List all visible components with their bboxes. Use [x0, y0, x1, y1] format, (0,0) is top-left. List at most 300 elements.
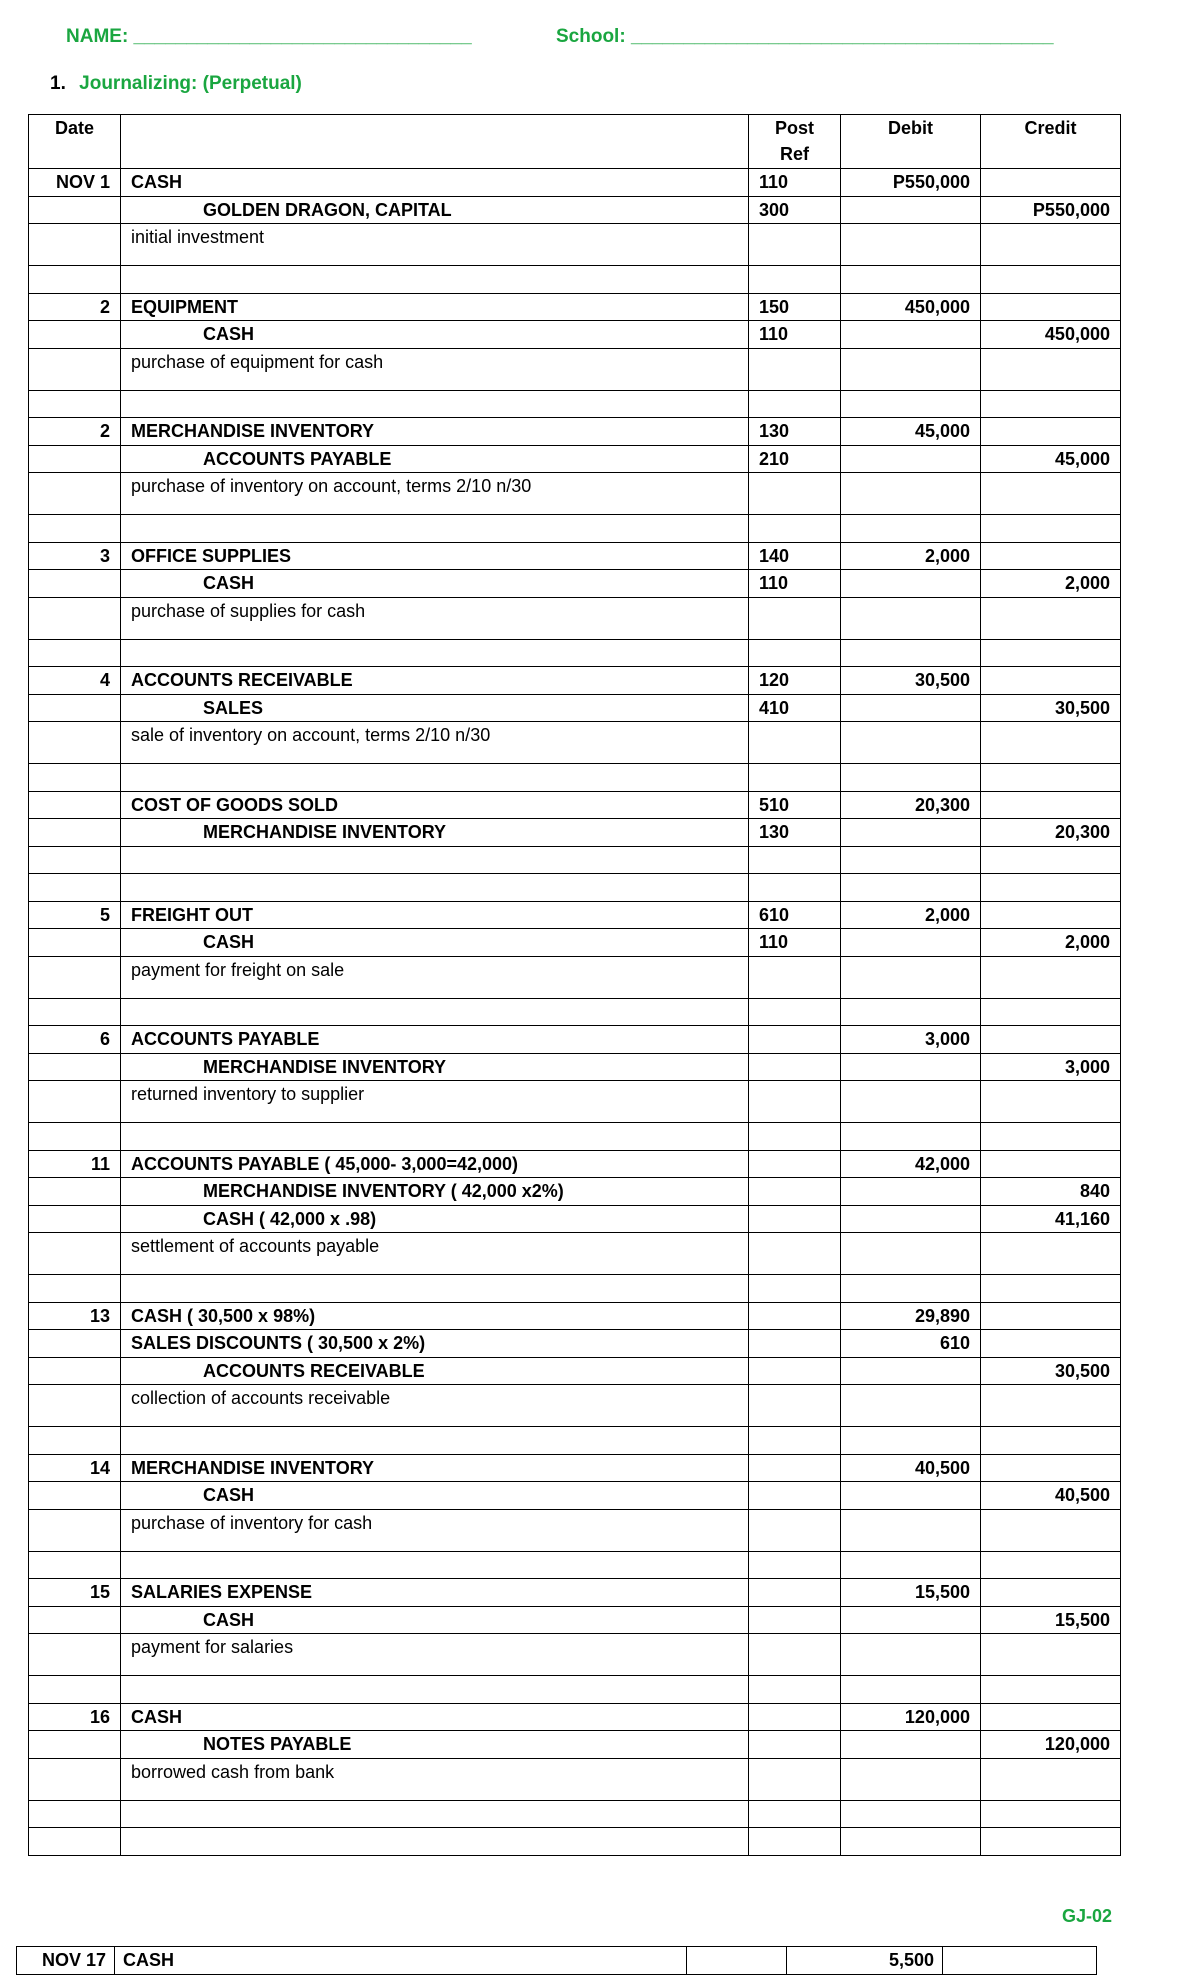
- post-ref: 210: [749, 445, 841, 473]
- blank-cell: [981, 1275, 1121, 1303]
- blank-cell: [981, 224, 1121, 266]
- post-ref: [749, 1053, 841, 1081]
- credit-amount: 30,500: [981, 1357, 1121, 1385]
- blank-cell: [749, 722, 841, 764]
- entry-date: [29, 929, 121, 957]
- credit-amount: 450,000: [981, 321, 1121, 349]
- table-row: [29, 196, 1121, 224]
- debit-amount: 450,000: [841, 293, 981, 321]
- blank-cell: [841, 1427, 981, 1455]
- table-row: [29, 901, 1121, 929]
- blank-cell: [121, 1275, 749, 1303]
- blank-cell: [841, 390, 981, 418]
- blank-cell: [121, 764, 749, 792]
- entry-date: 5: [29, 901, 121, 929]
- table-row: [29, 321, 1121, 349]
- blank-cell: [981, 639, 1121, 667]
- blank-row: [29, 1828, 1121, 1856]
- debit-amount: [841, 819, 981, 847]
- account-title: MERCHANDISE INVENTORY: [121, 819, 749, 847]
- entry-date: [29, 694, 121, 722]
- table-row: [29, 542, 1121, 570]
- debit-amount: P550,000: [841, 169, 981, 197]
- credit-amount: [981, 542, 1121, 570]
- post-ref: [749, 1482, 841, 1510]
- credit-amount: [981, 901, 1121, 929]
- page-code: GJ-02: [1062, 1906, 1113, 1926]
- blank-cell: [121, 1676, 749, 1704]
- debit-amount: 45,000: [841, 418, 981, 446]
- account-title: SALES: [121, 694, 749, 722]
- blank-cell: [121, 390, 749, 418]
- account-title: CASH: [121, 321, 749, 349]
- entry-date: [29, 570, 121, 598]
- account-title: NOTES PAYABLE: [121, 1731, 749, 1759]
- blank-cell: [121, 1123, 749, 1151]
- blank-row: [29, 1275, 1121, 1303]
- table-row: [29, 1482, 1121, 1510]
- entry-date: 4: [29, 667, 121, 695]
- entry-date: [29, 1053, 121, 1081]
- account-title: CASH ( 42,000 x .98): [121, 1205, 749, 1233]
- blank-cell: [749, 1634, 841, 1676]
- blank-cell: [981, 1551, 1121, 1579]
- blank-cell: [841, 1634, 981, 1676]
- entry-date: [29, 1205, 121, 1233]
- entry-date: NOV 1: [29, 169, 121, 197]
- account-title: ACCOUNTS RECEIVABLE: [121, 1357, 749, 1385]
- blank-cell: [749, 1828, 841, 1856]
- entry-description: purchase of inventory for cash: [121, 1509, 749, 1551]
- section-title: [50, 73, 302, 95]
- blank-cell: [841, 764, 981, 792]
- credit-amount: 840: [981, 1178, 1121, 1206]
- credit-amount: [981, 293, 1121, 321]
- table-row: [29, 418, 1121, 446]
- blank-cell: [29, 266, 121, 294]
- blank-cell: [981, 956, 1121, 998]
- entry-date: [29, 196, 121, 224]
- school-field-label: School: ________________________________________: [556, 26, 1054, 47]
- account-title: FREIGHT OUT: [121, 901, 749, 929]
- blank-row: [29, 764, 1121, 792]
- blank-cell: [29, 998, 121, 1026]
- blank-cell: [841, 874, 981, 902]
- blank-cell: [841, 515, 981, 543]
- blank-cell: [121, 998, 749, 1026]
- blank-cell: [749, 998, 841, 1026]
- account-title: SALES DISCOUNTS ( 30,500 x 2%): [121, 1330, 749, 1358]
- debit-amount: [841, 1178, 981, 1206]
- entry-description: purchase of equipment for cash: [121, 348, 749, 390]
- entry-date: [29, 1178, 121, 1206]
- entry-date: 2: [29, 418, 121, 446]
- blank-cell: [981, 1509, 1121, 1551]
- credit-amount: [981, 1454, 1121, 1482]
- blank-cell: [981, 1081, 1121, 1123]
- blank-cell: [841, 1758, 981, 1800]
- blank-cell: [749, 597, 841, 639]
- post-ref: 510: [749, 791, 841, 819]
- entry-date: 2: [29, 293, 121, 321]
- debit-amount: 3,000: [841, 1026, 981, 1054]
- entry-date: 6: [29, 1026, 121, 1054]
- blank-cell: [841, 998, 981, 1026]
- blank-cell: [749, 473, 841, 515]
- blank-cell: [749, 874, 841, 902]
- account-title: MERCHANDISE INVENTORY: [121, 418, 749, 446]
- post-ref: 110: [749, 929, 841, 957]
- description-row: [29, 722, 1121, 764]
- blank-cell: [981, 998, 1121, 1026]
- post-ref: 110: [749, 570, 841, 598]
- blank-cell: [749, 1233, 841, 1275]
- blank-cell: [29, 515, 121, 543]
- post-ref: [749, 1302, 841, 1330]
- blank-cell: [981, 874, 1121, 902]
- blank-cell: [29, 1081, 121, 1123]
- post-ref: 410: [749, 694, 841, 722]
- blank-cell: [749, 956, 841, 998]
- account-title: EQUIPMENT: [121, 293, 749, 321]
- blank-cell: [841, 597, 981, 639]
- blank-cell: [29, 956, 121, 998]
- account-title: ACCOUNTS PAYABLE: [121, 445, 749, 473]
- post-ref: 140: [749, 542, 841, 570]
- col-post-ref: Post Ref: [749, 115, 841, 169]
- credit-amount: 40,500: [981, 1482, 1121, 1510]
- account-title: CASH: [121, 1703, 749, 1731]
- description-row: [29, 1509, 1121, 1551]
- entry-date: [29, 1357, 121, 1385]
- debit-amount: [841, 929, 981, 957]
- blank-cell: [749, 348, 841, 390]
- entry-date: 14: [29, 1454, 121, 1482]
- table-row: [29, 1302, 1121, 1330]
- entry-description: [121, 846, 749, 874]
- blank-cell: [29, 473, 121, 515]
- entry-description: payment for freight on sale: [121, 956, 749, 998]
- account-title: MERCHANDISE INVENTORY: [121, 1454, 749, 1482]
- next-credit: [943, 1947, 1097, 1975]
- col-credit: Credit: [981, 115, 1121, 169]
- description-row: [29, 1385, 1121, 1427]
- credit-amount: 41,160: [981, 1205, 1121, 1233]
- blank-cell: [749, 1676, 841, 1704]
- blank-cell: [841, 846, 981, 874]
- blank-cell: [981, 1123, 1121, 1151]
- blank-cell: [749, 846, 841, 874]
- blank-cell: [841, 1509, 981, 1551]
- entry-date: 3: [29, 542, 121, 570]
- description-row: [29, 224, 1121, 266]
- blank-cell: [749, 1800, 841, 1828]
- next-debit: 5,500: [787, 1947, 943, 1975]
- post-ref: [749, 1703, 841, 1731]
- entry-description: settlement of accounts payable: [121, 1233, 749, 1275]
- blank-cell: [29, 1123, 121, 1151]
- next-post-ref: [687, 1947, 787, 1975]
- blank-cell: [841, 956, 981, 998]
- credit-amount: [981, 418, 1121, 446]
- blank-cell: [121, 639, 749, 667]
- blank-cell: [981, 846, 1121, 874]
- blank-row: [29, 639, 1121, 667]
- blank-cell: [29, 1233, 121, 1275]
- account-title: SALARIES EXPENSE: [121, 1579, 749, 1607]
- table-row: [29, 169, 1121, 197]
- blank-cell: [841, 348, 981, 390]
- blank-cell: [981, 597, 1121, 639]
- blank-row: [29, 874, 1121, 902]
- blank-cell: [841, 473, 981, 515]
- blank-cell: [749, 1427, 841, 1455]
- account-title: CASH: [121, 570, 749, 598]
- debit-amount: 30,500: [841, 667, 981, 695]
- post-ref: [749, 1150, 841, 1178]
- blank-cell: [981, 1233, 1121, 1275]
- entry-date: [29, 1731, 121, 1759]
- journal-header-row: [29, 115, 1121, 169]
- account-title: CASH: [121, 169, 749, 197]
- entry-description: collection of accounts receivable: [121, 1385, 749, 1427]
- credit-amount: [981, 1703, 1121, 1731]
- blank-cell: [29, 1800, 121, 1828]
- debit-amount: 40,500: [841, 1454, 981, 1482]
- entry-date: [29, 321, 121, 349]
- blank-cell: [121, 266, 749, 294]
- blank-cell: [841, 1385, 981, 1427]
- entry-date: [29, 1606, 121, 1634]
- debit-amount: [841, 1205, 981, 1233]
- table-row: [29, 694, 1121, 722]
- entry-description: sale of inventory on account, terms 2/10 n/30: [121, 722, 749, 764]
- blank-cell: [841, 1275, 981, 1303]
- blank-cell: [29, 348, 121, 390]
- debit-amount: [841, 321, 981, 349]
- blank-cell: [121, 1800, 749, 1828]
- blank-cell: [749, 224, 841, 266]
- entry-date: 16: [29, 1703, 121, 1731]
- post-ref: [749, 1606, 841, 1634]
- debit-amount: [841, 1606, 981, 1634]
- table-row: [29, 1205, 1121, 1233]
- credit-amount: [981, 1026, 1121, 1054]
- blank-cell: [749, 1551, 841, 1579]
- blank-cell: [29, 639, 121, 667]
- blank-cell: [29, 1828, 121, 1856]
- col-account: [121, 115, 749, 169]
- account-title: MERCHANDISE INVENTORY: [121, 1053, 749, 1081]
- blank-cell: [121, 1828, 749, 1856]
- entry-description: payment for salaries: [121, 1634, 749, 1676]
- table-row: [29, 1026, 1121, 1054]
- blank-cell: [981, 1800, 1121, 1828]
- entry-description: borrowed cash from bank: [121, 1758, 749, 1800]
- entry-date: 13: [29, 1302, 121, 1330]
- account-title: COST OF GOODS SOLD: [121, 791, 749, 819]
- blank-cell: [29, 764, 121, 792]
- debit-amount: [841, 1053, 981, 1081]
- description-row: [29, 1634, 1121, 1676]
- blank-cell: [981, 1427, 1121, 1455]
- table-row: [29, 929, 1121, 957]
- account-title: CASH: [121, 929, 749, 957]
- table-row: [29, 1357, 1121, 1385]
- account-title: ACCOUNTS RECEIVABLE: [121, 667, 749, 695]
- blank-cell: [841, 1828, 981, 1856]
- blank-cell: [749, 1385, 841, 1427]
- debit-amount: [841, 196, 981, 224]
- post-ref: 150: [749, 293, 841, 321]
- credit-amount: 2,000: [981, 570, 1121, 598]
- account-title: MERCHANDISE INVENTORY ( 42,000 x2%): [121, 1178, 749, 1206]
- blank-cell: [981, 764, 1121, 792]
- col-date: Date: [29, 115, 121, 169]
- debit-amount: [841, 1357, 981, 1385]
- entry-date: [29, 819, 121, 847]
- post-ref: [749, 1731, 841, 1759]
- post-ref: [749, 1579, 841, 1607]
- blank-cell: [981, 722, 1121, 764]
- post-ref: 130: [749, 418, 841, 446]
- table-row: [29, 445, 1121, 473]
- blank-cell: [29, 1385, 121, 1427]
- blank-cell: [841, 1233, 981, 1275]
- credit-amount: P550,000: [981, 196, 1121, 224]
- account-title: ACCOUNTS PAYABLE: [121, 1026, 749, 1054]
- blank-cell: [749, 639, 841, 667]
- blank-row: [29, 1800, 1121, 1828]
- blank-cell: [29, 224, 121, 266]
- entry-description: returned inventory to supplier: [121, 1081, 749, 1123]
- table-row: [29, 1330, 1121, 1358]
- blank-cell: [841, 1081, 981, 1123]
- account-title: CASH: [121, 1606, 749, 1634]
- credit-amount: [981, 169, 1121, 197]
- blank-cell: [841, 1551, 981, 1579]
- blank-cell: [981, 266, 1121, 294]
- blank-row: [29, 1427, 1121, 1455]
- blank-cell: [29, 1676, 121, 1704]
- journal-table: [28, 114, 1121, 1856]
- blank-cell: [29, 1551, 121, 1579]
- table-row: [29, 791, 1121, 819]
- debit-amount: 2,000: [841, 542, 981, 570]
- section-heading: Journalizing: (Perpetual): [79, 73, 302, 94]
- post-ref: [749, 1454, 841, 1482]
- entry-date: [29, 445, 121, 473]
- blank-cell: [981, 348, 1121, 390]
- table-row: [29, 1053, 1121, 1081]
- blank-cell: [841, 639, 981, 667]
- debit-amount: 120,000: [841, 1703, 981, 1731]
- blank-cell: [749, 1509, 841, 1551]
- blank-row: [29, 1551, 1121, 1579]
- blank-row: [29, 1676, 1121, 1704]
- description-row: [29, 956, 1121, 998]
- blank-cell: [841, 1800, 981, 1828]
- description-row: [29, 473, 1121, 515]
- blank-cell: [29, 722, 121, 764]
- blank-cell: [981, 1676, 1121, 1704]
- next-account: CASH: [115, 1947, 687, 1975]
- blank-cell: [841, 1123, 981, 1151]
- account-title: OFFICE SUPPLIES: [121, 542, 749, 570]
- col-debit: Debit: [841, 115, 981, 169]
- credit-amount: 20,300: [981, 819, 1121, 847]
- entry-date: [29, 1482, 121, 1510]
- post-ref: [749, 1357, 841, 1385]
- next-date: NOV 17: [17, 1947, 115, 1975]
- debit-amount: [841, 570, 981, 598]
- account-title: CASH: [121, 1482, 749, 1510]
- debit-amount: 42,000: [841, 1150, 981, 1178]
- debit-amount: [841, 445, 981, 473]
- credit-amount: 120,000: [981, 1731, 1121, 1759]
- entry-description: purchase of inventory on account, terms 2/10 n/30: [121, 473, 749, 515]
- blank-cell: [981, 1634, 1121, 1676]
- section-number: 1.: [50, 73, 66, 94]
- description-row: [29, 1233, 1121, 1275]
- post-ref: 110: [749, 321, 841, 349]
- blank-row: [29, 998, 1121, 1026]
- table-row: [29, 1150, 1121, 1178]
- description-row: [29, 846, 1121, 874]
- table-row: [29, 570, 1121, 598]
- blank-cell: [29, 846, 121, 874]
- entry-description: purchase of supplies for cash: [121, 597, 749, 639]
- next-page-table: [16, 1946, 1097, 1975]
- account-title: ACCOUNTS PAYABLE ( 45,000- 3,000=42,000): [121, 1150, 749, 1178]
- blank-cell: [981, 473, 1121, 515]
- blank-cell: [749, 1758, 841, 1800]
- blank-cell: [981, 390, 1121, 418]
- credit-amount: 45,000: [981, 445, 1121, 473]
- debit-amount: 29,890: [841, 1302, 981, 1330]
- blank-cell: [121, 1551, 749, 1579]
- blank-cell: [841, 1676, 981, 1704]
- blank-cell: [29, 390, 121, 418]
- post-ref: 110: [749, 169, 841, 197]
- description-row: [29, 348, 1121, 390]
- blank-cell: [29, 1634, 121, 1676]
- description-row: [29, 597, 1121, 639]
- table-row: [29, 1731, 1121, 1759]
- journal-body: [29, 169, 1121, 1856]
- credit-amount: [981, 1579, 1121, 1607]
- blank-cell: [981, 1758, 1121, 1800]
- blank-cell: [749, 1275, 841, 1303]
- post-ref: 300: [749, 196, 841, 224]
- blank-cell: [749, 1081, 841, 1123]
- table-row: [29, 667, 1121, 695]
- blank-cell: [29, 1427, 121, 1455]
- blank-cell: [841, 722, 981, 764]
- table-row: [29, 1178, 1121, 1206]
- credit-amount: [981, 791, 1121, 819]
- account-title: GOLDEN DRAGON, CAPITAL: [121, 196, 749, 224]
- blank-cell: [29, 1509, 121, 1551]
- next-page-row: [17, 1947, 1097, 1975]
- blank-cell: [121, 1427, 749, 1455]
- post-ref: 610: [749, 901, 841, 929]
- blank-cell: [29, 874, 121, 902]
- blank-cell: [981, 515, 1121, 543]
- credit-amount: [981, 1150, 1121, 1178]
- debit-amount: [841, 1731, 981, 1759]
- table-row: [29, 1703, 1121, 1731]
